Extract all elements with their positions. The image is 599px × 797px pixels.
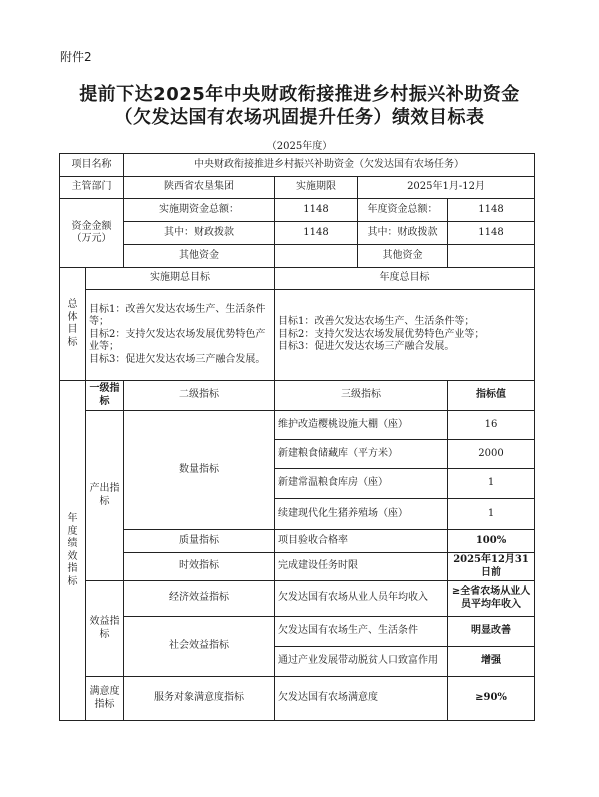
indicators-char: 标: [67, 575, 78, 587]
quantity-item-value: 16: [448, 411, 535, 440]
social-item-name: 欠发达国有农场生产、生活条件: [275, 617, 448, 647]
quantity-item-value: 1: [448, 499, 535, 530]
indicators-char: 效: [67, 550, 78, 562]
funds-label-line1: 资金金额: [71, 220, 112, 232]
quantity-item-value: 1: [448, 469, 535, 499]
header-level3: 三级指标: [275, 381, 448, 411]
year-fiscal-funds-value: 1148: [448, 222, 535, 245]
funds-label-line2: （万元）: [71, 233, 112, 244]
economic-item-value: ≥全省农场从业人员平均年收入: [448, 581, 535, 617]
indicators-char: 年: [67, 513, 78, 524]
indicators-label: [60, 381, 86, 721]
year-goals-text: [275, 290, 535, 381]
project-name-label: 项目名称: [60, 154, 124, 177]
quantity-item-name: 新建常温粮食库房（座）: [275, 469, 448, 499]
timeliness-indicators: 时效指标: [124, 553, 275, 581]
overall-goals-label: [60, 268, 86, 381]
period-value: 2025年1月-12月: [358, 177, 535, 199]
year-total-funds-label: 年度资金总额：: [358, 199, 448, 222]
year-other-funds-value: [448, 245, 535, 268]
benefit-indicators: 效益指标: [86, 581, 124, 677]
page-title-line1: 提前下达2025年中央财政衔接推进乡村振兴补助资金: [79, 84, 520, 105]
year-goal-item: 目标3：促进欠发达农场三产融合发展。: [278, 341, 455, 353]
quality-item-name: 项目验收合格率: [275, 530, 448, 553]
quantity-item-name: 续建现代化生猪养殖场（座）: [275, 499, 448, 530]
overall-goals-char: 标: [67, 336, 78, 348]
header-level1: 一级指标: [86, 381, 124, 411]
indicators-char: 度: [67, 525, 78, 537]
year-total-funds-value: 1148: [448, 199, 535, 222]
quality-item-value: 100%: [448, 530, 535, 553]
quantity-item-value: 2000: [448, 440, 535, 469]
year-label: （2025年度）: [266, 141, 333, 152]
overall-goals-char: 总: [67, 299, 78, 310]
timeliness-item-name: 完成建设任务时限: [275, 553, 448, 581]
quantity-item-name: 新建粮食储藏库（平方米）: [275, 440, 448, 469]
year-goal-item: 目标2：支持欠发达农场发展优势特色产业等；: [278, 328, 485, 340]
dept-value: 陕西省农垦集团: [124, 177, 275, 199]
impl-goal-item: 目标2：支持欠发达农场发展优势特色产业等；: [89, 328, 266, 353]
fiscal-funds-label: 其中：财政拨款: [124, 222, 275, 245]
project-name-value: 中央财政衔接推进乡村振兴补助资金（欠发达国有农场任务）: [124, 154, 535, 177]
total-funds-value: 1148: [275, 199, 358, 222]
social-item-value: 增强: [448, 647, 535, 677]
dept-label: 主管部门: [60, 177, 124, 199]
satisfaction-sub-indicators: 服务对象满意度指标: [124, 677, 275, 721]
satisfaction-item-name: 欠发达国有农场满意度: [275, 677, 448, 721]
social-item-name: 通过产业发展带动脱贫人口致富作用: [275, 647, 448, 677]
quantity-item-name: 维护改造樱桃设施大棚（座）: [275, 411, 448, 440]
header-level2: 二级指标: [124, 381, 275, 411]
impl-goals-text: [86, 290, 275, 381]
fiscal-funds-value: 1148: [275, 222, 358, 245]
year-fiscal-funds-label: 其中：财政拨款: [358, 222, 448, 245]
social-item-value: 明显改善: [448, 617, 535, 647]
satisfaction-indicators: 满意度指标: [86, 677, 124, 721]
page-title-line2: （欠发达国有农场巩固提升任务）绩效目标表: [114, 107, 485, 128]
other-funds-value: [275, 245, 358, 268]
year-goals-header: 年度总目标: [275, 268, 535, 290]
indicators-char: 绩: [67, 538, 78, 549]
output-indicators: 产出指标: [86, 411, 124, 581]
social-indicators: 社会效益指标: [124, 617, 275, 677]
year-goal-item: 目标1：改善欠发达农场生产、生活条件等；: [278, 316, 475, 328]
other-funds-label: 其他资金: [124, 245, 275, 268]
satisfaction-item-value: ≥90%: [448, 677, 535, 721]
economic-indicators: 经济效益指标: [124, 581, 275, 617]
total-funds-label: 实施期资金总额：: [124, 199, 275, 222]
indicators-char: 指: [67, 563, 78, 574]
overall-goals-char: 体: [67, 311, 78, 323]
timeliness-item-value: 2025年12月31日前: [448, 553, 535, 581]
header-value: 指标值: [448, 381, 535, 411]
attachment-label: 附件2: [60, 50, 92, 64]
impl-goal-item: 目标3：促进欠发达农场三产融合发展。: [89, 353, 266, 365]
economic-item-name: 欠发达国有农场从业人员年均收入: [275, 581, 448, 617]
impl-goal-item: 目标1：改善欠发达农场生产、生活条件等；: [89, 303, 266, 328]
impl-goals-header: 实施期总目标: [86, 268, 275, 290]
funds-label: [60, 199, 124, 268]
overall-goals-char: 目: [67, 324, 78, 335]
period-label: 实施期限: [275, 177, 358, 199]
performance-target-table: [59, 153, 535, 721]
quality-indicators: 质量指标: [124, 530, 275, 553]
quantity-indicators: 数量指标: [124, 411, 275, 530]
year-other-funds-label: 其他资金: [358, 245, 448, 268]
